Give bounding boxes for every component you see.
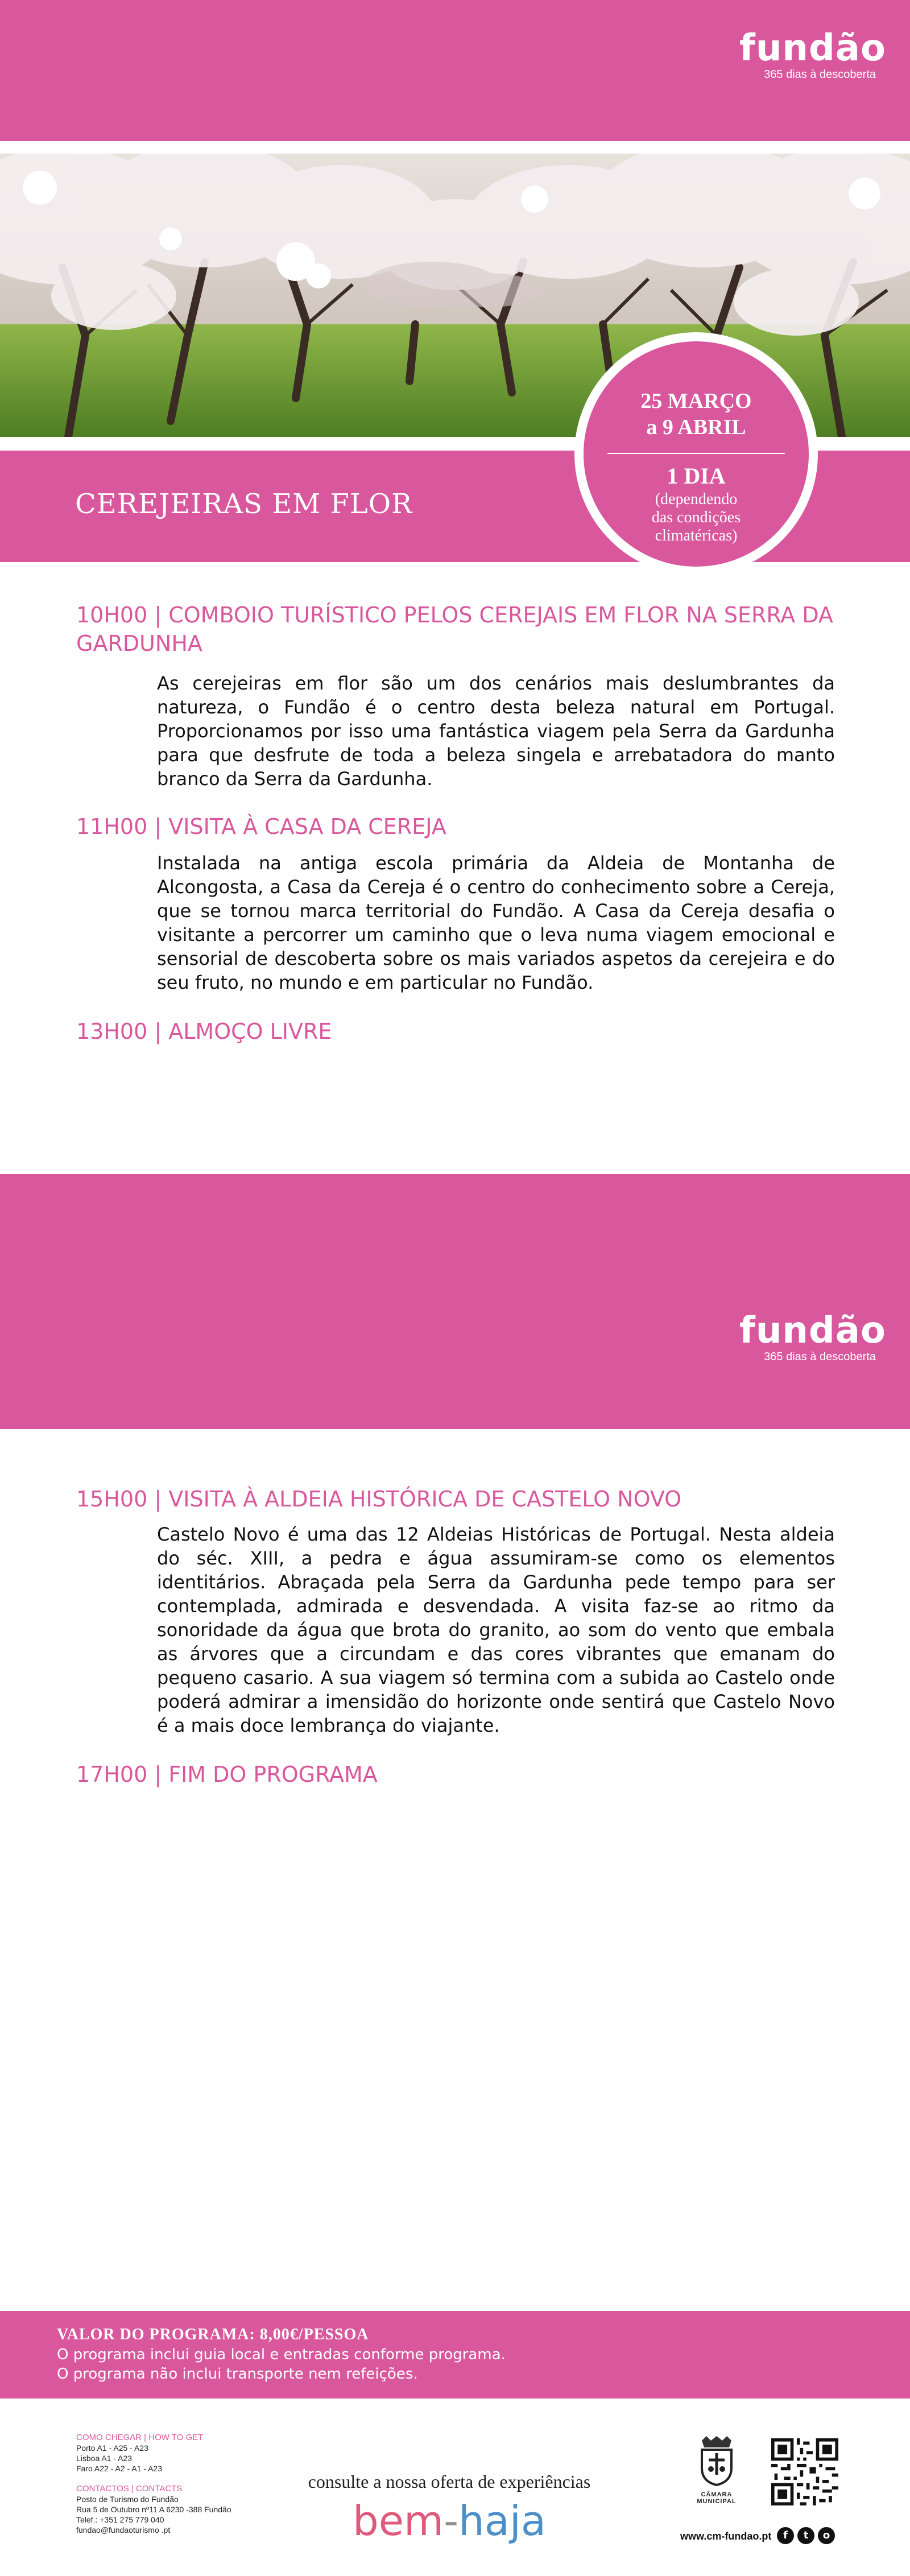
logo-tagline: 365 dias à descoberta — [764, 68, 876, 81]
program-heading-2: 11H00 | VISITA À CASA DA CEREJA — [76, 814, 446, 839]
instagram-icon[interactable]: o — [818, 2527, 835, 2544]
program-heading-4: 15H00 | VISITA À ALDEIA HISTÓRICA DE CASTELO NOVO — [76, 1487, 682, 1512]
bem-haja-dash: - — [444, 2497, 459, 2545]
fundao-logo[interactable] — [739, 27, 886, 81]
route: Porto A1 - A25 - A23 — [76, 2443, 148, 2453]
contact-phone: Telef.: +351 275 779 040 — [76, 2515, 164, 2524]
program-text-2: Instalada na antiga escola primária da Aldeia de Montanha de Alcongosta, a Casa da Cereja é o centro do conhecimento sobre a Cereja, que se tornou marca territorial do Fundão. A Casa da Cereja desafia o visitante a percorrer um caminho que o leva numa viagem emocional e sensorial de descoberta sobre os mais variados aspetos da cerejeira e do seu fruto, no mundo e em particular no Fundão. — [157, 852, 835, 993]
municipality-crest — [682, 2435, 751, 2505]
weather-note — [584, 490, 809, 545]
twitter-icon[interactable]: t — [797, 2527, 814, 2544]
weather-note-line: (dependendo — [655, 490, 738, 508]
contact-line: Rua 5 de Outubro nº11 A 6230 -388 Fundão — [76, 2505, 231, 2514]
consult-offer-text: consulte a nossa oferta de experiências — [308, 2471, 591, 2492]
route: Lisboa A1 - A23 — [76, 2454, 133, 2463]
bem-haja-haja: haja — [458, 2497, 546, 2545]
footer — [0, 2399, 910, 2576]
coat-of-arms-icon — [694, 2435, 739, 2486]
second-header — [0, 1174, 910, 1429]
date-start: 25 MARÇO — [640, 389, 752, 413]
weather-note-line: climatéricas) — [655, 527, 738, 544]
website-link[interactable]: www.cm-fundao.pt — [680, 2530, 772, 2542]
date-badge — [574, 332, 818, 576]
how-to-get — [76, 2433, 203, 2474]
banner-title: CEREJEIRAS EM FLOR — [75, 488, 413, 520]
price-excludes: O programa não inclui transporte nem refeições. — [57, 2366, 418, 2383]
price-band — [0, 2311, 910, 2399]
qr-code-icon[interactable] — [771, 2438, 838, 2505]
program-text-4: Castelo Novo é uma das 12 Aldeias Históricas de Portugal. Nesta aldeia do séc. XIII, a pedra e água assumiram-se como os elementos identitários. Abraçada pela Serra da Gardunha pede tempo para ser contemplada, admirada e desvendada. A visita faz-se ao ritmo da sonoridade da água que brota do granito, ao som do vento que embala as árvores que a circundam e das cores vibrantes que emanam do pequeno casario. A sua viagem só termina com a subida ao Castelo onde poderá admirar a imensidão do horizonte onde sentirá que Castelo Novo é a mais doce lembrança do viajante. — [157, 1524, 835, 1736]
weather-note-line: das condições — [651, 509, 741, 526]
logo-wordmark: fundão — [739, 1310, 886, 1352]
bem-haja-logo[interactable] — [318, 2495, 580, 2546]
contact-email[interactable]: fundao@fundaoturismo .pt — [76, 2525, 171, 2534]
price-label: VALOR DO PROGRAMA: 8,00€/PESSOA — [57, 2326, 369, 2343]
contacts-title: CONTACTOS | CONTACTS — [76, 2484, 183, 2494]
date-end: a 9 ABRIL — [646, 415, 746, 439]
contact-line: Posto de Turismo do Fundão — [76, 2495, 179, 2504]
duration: 1 DIA — [667, 463, 726, 489]
fundao-logo[interactable] — [739, 1310, 886, 1363]
logo-tagline: 365 dias à descoberta — [764, 1351, 876, 1363]
route: Faro A22 - A2 - A1 - A23 — [76, 2464, 162, 2473]
program-heading-3: 13H00 | ALMOÇO LIVRE — [76, 1019, 332, 1044]
program-heading-1: 10H00 | COMBOIO TURÍSTICO PELOS CEREJAIS EM FLOR NA SERRA DA GARDUNHA — [76, 602, 833, 656]
date-range — [584, 388, 809, 440]
badge-divider — [607, 453, 785, 454]
logo-wordmark: fundão — [739, 27, 886, 69]
top-header — [0, 0, 910, 141]
facebook-icon[interactable]: f — [777, 2527, 794, 2544]
program-text-1: As cerejeiras em flor são um dos cenários mais deslumbrantes da natureza, o Fundão é o centro desta beleza natural em Portugal. Proporcionamos por isso uma fantástica viagem pela Serra da Gardunha para que desfrute de toda a beleza singela e arrebatadora do manto branco da Serra da Gardunha. — [157, 672, 835, 790]
price-includes: O programa inclui guia local e entradas conforme programa. — [57, 2346, 506, 2363]
how-to-get-title: COMO CHEGAR | HOW TO GET — [76, 2433, 204, 2442]
bem-haja-bem: bem — [352, 2497, 444, 2545]
municipality-label: CÂMARA MUNICIPAL — [697, 2491, 737, 2505]
contacts — [76, 2484, 231, 2535]
program-heading-5: 17H00 | FIM DO PROGRAMA — [76, 1762, 378, 1787]
